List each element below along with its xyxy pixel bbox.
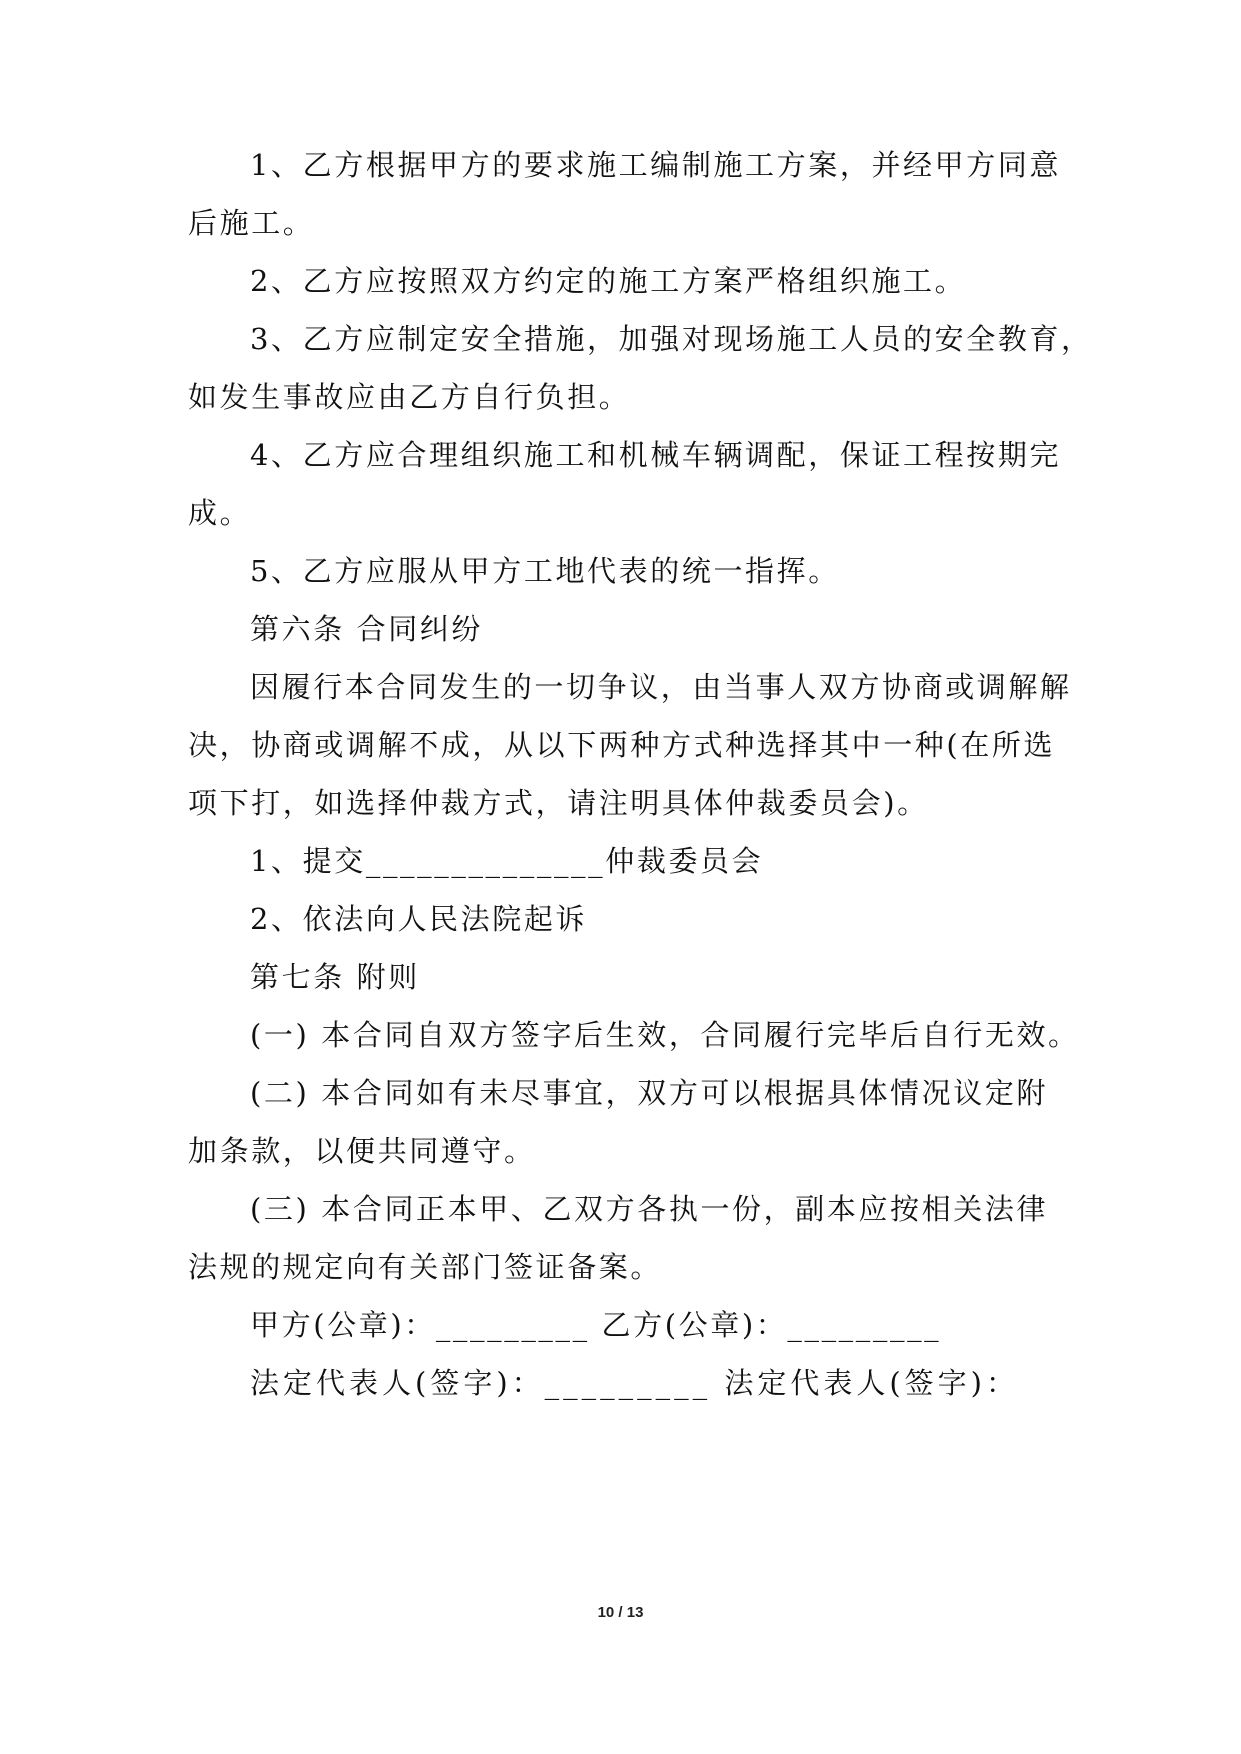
text-line-clause-1-cont: 后施工。 — [188, 206, 315, 240]
section-heading-article-6: 第六条 合同纠纷 — [250, 612, 484, 646]
signature-line-seals: 甲方(公章)：_________ 乙方(公章)：_________ — [250, 1308, 942, 1342]
page-number: 10 / 13 — [597, 1604, 644, 1621]
text-line-supplementary-2-cont: 加条款，以便共同遵守。 — [188, 1134, 536, 1168]
text-line-dispute-cont-2: 项下打，如选择仲裁方式，请注明具体仲裁委员会)。 — [188, 786, 929, 820]
text-line-supplementary-3-cont: 法规的规定向有关部门签证备案。 — [188, 1250, 663, 1284]
text-line-clause-2: 2、乙方应按照双方约定的施工方案严格组织施工。 — [250, 264, 967, 298]
text-line-supplementary-2: (二) 本合同如有未尽事宜，双方可以根据具体情况议定附 — [250, 1076, 1049, 1110]
text-line-arbitration: 1、提交______________仲裁委员会 — [250, 844, 764, 878]
text-line-dispute-cont-1: 决，协商或调解不成，从以下两种方式种选择其中一种(在所选 — [188, 728, 1056, 762]
text-line-clause-3-cont: 如发生事故应由乙方自行负担。 — [188, 380, 631, 414]
text-line-dispute: 因履行本合同发生的一切争议，由当事人双方协商或调解解 — [250, 670, 1072, 704]
section-heading-article-7: 第七条 附则 — [250, 960, 420, 994]
text-line-supplementary-1: (一) 本合同自双方签字后生效，合同履行完毕后自行无效。 — [250, 1018, 1080, 1052]
text-line-clause-5: 5、乙方应服从甲方工地代表的统一指挥。 — [250, 554, 840, 588]
text-line-clause-4-cont: 成。 — [188, 496, 252, 530]
signature-line-representatives: 法定代表人(签字)：_________ 法定代表人(签字)： — [250, 1366, 1019, 1400]
text-line-clause-1: 1、乙方根据甲方的要求施工编制施工方案，并经甲方同意 — [250, 148, 1062, 182]
text-line-clause-4: 4、乙方应合理组织施工和机械车辆调配，保证工程按期完 — [250, 438, 1062, 472]
text-line-litigation: 2、依法向人民法院起诉 — [250, 902, 588, 936]
text-line-clause-3: 3、乙方应制定安全措施，加强对现场施工人员的安全教育， — [250, 322, 1093, 356]
text-line-supplementary-3: (三) 本合同正本甲、乙双方各执一份，副本应按相关法律 — [250, 1192, 1049, 1226]
